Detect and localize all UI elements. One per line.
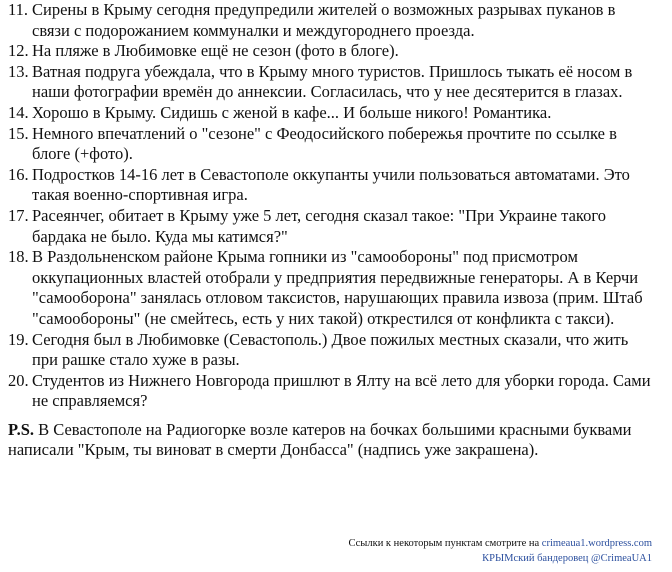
item-number: 16. — [8, 164, 29, 184]
item-text: Немного впечатлений о "сезоне" с Феодосийского побережья прочтите по ссылке в блоге (+фото). — [32, 123, 617, 164]
item-text: Хорошо в Крыму. Сидишь с женой в кафе... И больше никого! Романтика. — [32, 102, 552, 122]
item-number: 12. — [8, 41, 29, 61]
item-text: Сегодня был в Любимовке (Севастополь.) Двое пожилых местных сказали, что жить при рашке стало хуже в разы. — [32, 329, 629, 370]
list-item — [8, 247, 664, 329]
list-item — [8, 62, 664, 103]
list-item — [8, 371, 664, 412]
footer-intro: Ссылки к некоторым пунктам смотрите на — [348, 538, 542, 549]
item-text: На пляже в Любимовке ещё не сезон (фото в блоге). — [32, 41, 399, 61]
footer-credit: КРЫМский бандеровец @CrimeaUA1 — [482, 553, 652, 564]
item-number: 20. — [8, 370, 29, 390]
footer — [349, 536, 653, 566]
item-text: Подростков 14-16 лет в Севастополе оккупанты учили пользоваться автоматами. Это такая военно-спортивная игра. — [32, 164, 630, 205]
item-text: Ватная подруга убеждала, что в Крыму много туристов. Пришлось тыкать её носом в наши фотографии времён до аннексии. Согласилась, что у нее десятерится в глазах. — [32, 61, 633, 102]
list-item — [8, 124, 664, 165]
item-number: 14. — [8, 102, 29, 122]
list-item — [8, 103, 664, 124]
item-text: Студентов из Нижнего Новгорода пришлют в Ялту на всё лето для уборки города. Сами не справляемся? — [32, 370, 651, 411]
list-item — [8, 41, 664, 62]
item-text: Сирены в Крыму сегодня предупредили жителей о возможных разрывах пуканов в связи с подорожанием коммуналки и междугороднего проезда. — [32, 0, 616, 40]
item-number: 18. — [8, 247, 29, 267]
postscript-label: P.S. — [8, 419, 34, 439]
item-number: 19. — [8, 329, 29, 349]
footer-links-line — [349, 536, 653, 551]
list-item — [8, 0, 664, 41]
postscript — [8, 420, 664, 461]
list-item — [8, 165, 664, 206]
news-list — [8, 0, 664, 461]
item-text: Расеянчег, обитает в Крыму уже 5 лет, сегодня сказал такое: "При Украине такого бардака не было. Куда мы катимся?" — [32, 205, 606, 246]
list-item — [8, 206, 664, 247]
blog-link[interactable]: crimeaua1.wordpress.com — [541, 538, 652, 549]
item-number: 17. — [8, 205, 29, 225]
item-text: В Раздольненском районе Крыма гопники из "самообороны" под присмотром оккупационных властей отобрали у предприятия передвижные генераторы. А в Керчи "самооборона" занялась отловом таксистов, нарушающих правила извоза (прим. Штаб "самообороны" (не смейтесь, есть у них такой) открестился от конфликта с такси). — [32, 247, 643, 328]
item-number: 13. — [8, 61, 29, 81]
postscript-text: В Севастополе на Радиогорке возле катеров на бочках большими красными буквами написали "Крым, ты виноват в смерти Донбасса" (надпись уже закрашена). — [8, 419, 632, 460]
item-number: 11. — [8, 0, 29, 19]
list-item — [8, 330, 664, 371]
item-number: 15. — [8, 123, 29, 143]
